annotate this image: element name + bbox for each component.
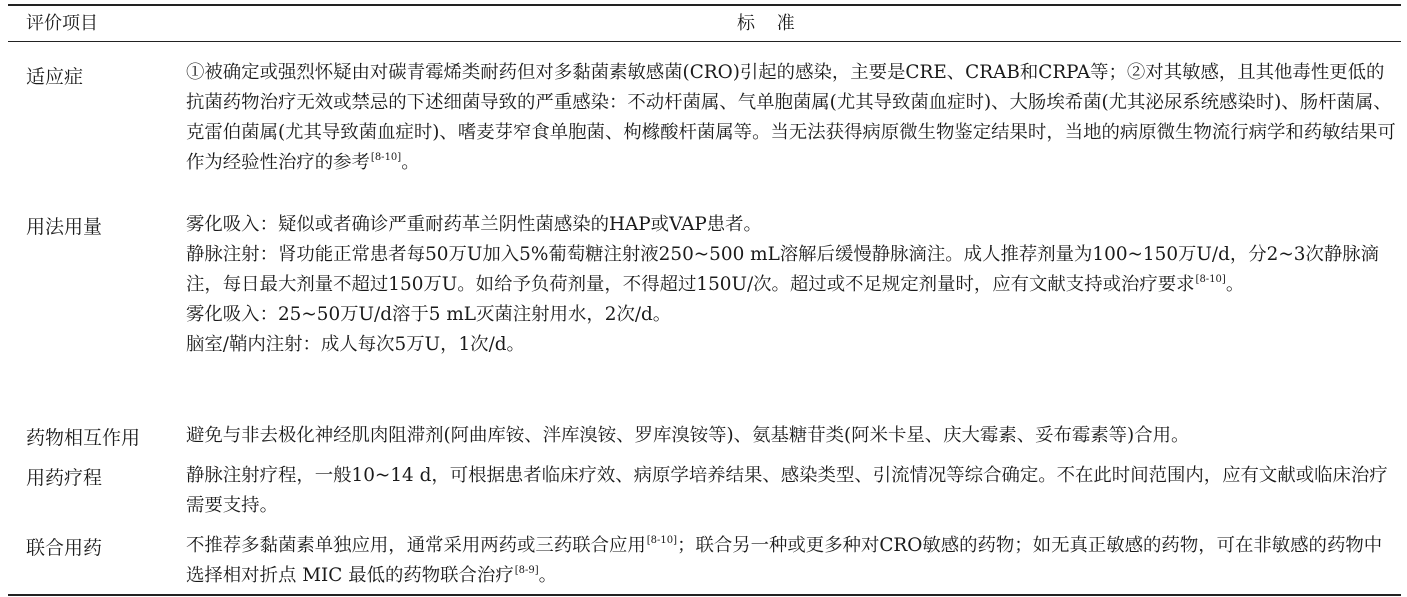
row-content-indications: [186, 58, 1398, 178]
dosage-paragraph-inhalation: 雾化吸入：疑似或者确诊严重耐药革兰阴性菌感染的HAP或VAP患者。: [186, 214, 762, 235]
header-item-column: 评价项目: [26, 13, 98, 34]
row-content-course: [186, 461, 1398, 521]
row-label-dosage: 用法用量: [26, 216, 103, 238]
row-label-combination: 联合用药: [26, 537, 103, 559]
row-content-dosage: [186, 210, 1398, 360]
citation-superscript: [8-9]: [514, 565, 539, 576]
row-label-interactions: 药物相互作用: [26, 427, 141, 449]
dosage-paragraph-inhalation-dose: 雾化吸入：25~50万U/d溶于5 mL灭菌注射用水，2次/d。: [186, 304, 672, 325]
interactions-paragraph: 避免与非去极化神经肌肉阻滞剂(阿曲库铵、泮库溴铵、罗库溴铵等)、氨基糖苷类(阿米卡星、庆大霉素、妥布霉素等)合用。: [186, 425, 1190, 446]
row-label-course: 用药疗程: [26, 467, 103, 489]
indications-paragraph: ①被确定或强烈怀疑由对碳青霉烯类耐药但对多黏菌素敏感菌(CRO)引起的感染，主要是CRE、CRAB和CRPA等；②对其敏感，且其他毒性更低的抗菌药物治疗无效或禁忌的下述细菌导致的严重感染：不动杆菌属、气单胞菌属(尤其导致菌血症时)、大肠埃希菌(尤其泌尿系统感染时)、肠杆菌属、克雷伯菌属(尤其导致菌血症时)、嗜麦芽窄食单胞菌、枸橼酸杆菌属等。当无法获得病原微生物鉴定结果时，当地的病原微生物流行病学和药敏结果可作为经验性治疗的参考[8-10]。: [186, 62, 1396, 173]
dosage-paragraph-intrathecal: 脑室/鞘内注射：成人每次5万U，1次/d。: [186, 334, 525, 355]
row-content-interactions: [186, 421, 1398, 451]
table-bottom-rule: [8, 594, 1401, 596]
course-paragraph: 静脉注射疗程，一般10~14 d，可根据患者临床疗效、病原学培养结果、感染类型、引流情况等综合确定。不在此时间范围内，应有文献或临床治疗需要支持。: [186, 465, 1388, 516]
table-top-rule: [8, 4, 1401, 6]
citation-superscript: [8-10]: [370, 152, 402, 163]
row-content-combination: [186, 531, 1398, 591]
dosage-paragraph-iv: 静脉注射：肾功能正常患者每50万U加入5%葡萄糖注射液250~500 mL溶解后缓慢静脉滴注。成人推荐剂量为100~150万U/d，分2~3次静脉滴注，每日最大剂量不超过150万U。如给予负荷剂量，不得超过150U/次。超过或不足规定剂量时，应有文献支持或治疗要求[8-10]。: [186, 244, 1380, 295]
row-label-indications: 适应症: [26, 66, 84, 88]
citation-superscript: [8-10]: [646, 535, 678, 546]
combination-paragraph: 不推荐多黏菌素单独应用，通常采用两药或三药联合应用[8-10]；联合另一种或更多种对CRO敏感的药物；如无真正敏感的药物，可在非敏感的药物中选择相对折点 MIC 最低的药物联合治疗[8-9]。: [186, 535, 1383, 586]
citation-superscript: [8-10]: [1195, 274, 1226, 285]
header-rule: [8, 41, 1401, 42]
header-standard-column: 标 准: [737, 13, 803, 34]
